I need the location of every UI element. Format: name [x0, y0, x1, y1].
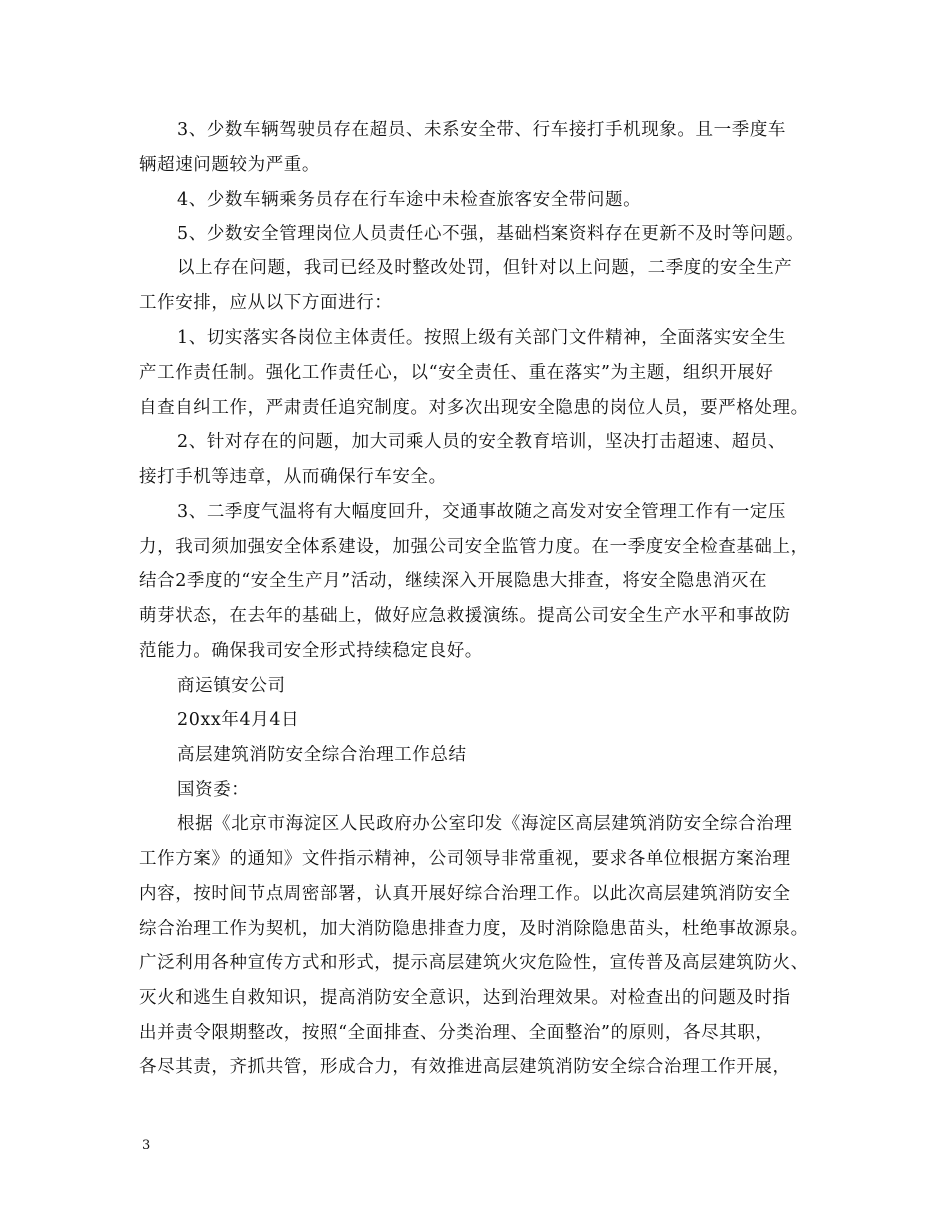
signature-date: 20xx年4月4日 [177, 710, 300, 730]
company-signature: 商运镇安公司 [177, 676, 286, 696]
text-line: 萌芽状态，在去年的基础上，做好应急救援演练。提高公司安全生产水平和事故防 [139, 606, 791, 626]
text-line: 4、少数车辆乘务员存在行车途中未检查旅客安全带问题。 [177, 190, 642, 210]
page-number: 3 [142, 1138, 151, 1153]
text-line: 1、切实落实各岗位主体责任。按照上级有关部门文件精神，全面落实安全生 [177, 328, 787, 348]
text-line: 接打手机等违章，从而确保行车安全。 [139, 467, 447, 487]
text-line: 3、二季度气温将有大幅度回升，交通事故随之高发对安全管理工作有一定压 [177, 502, 787, 522]
text-line: 范能力。确保我司安全形式持续稳定良好。 [139, 641, 483, 661]
text-line: 以上存在问题，我司已经及时整改处罚，但针对以上问题，二季度的安全生产 [177, 258, 793, 278]
addressee: 国资委： [177, 780, 250, 800]
text-line: 5、少数安全管理岗位人员责任心不强，基础档案资料存在更新不及时等问题。 [177, 224, 805, 244]
text-line: 内容，按时间节点周密部署，认真开展好综合治理工作。以此次高层建筑消防安全 [139, 884, 791, 904]
text-line: 工作方案》的通知》文件指示精神，公司领导非常重视，要求各单位根据方案治理 [139, 849, 791, 869]
text-line: 广泛利用各种宣传方式和形式，提示高层建筑火灾危险性，宣传普及高层建筑防火、 [139, 953, 809, 973]
text-line: 各尽其责，齐抓共管，形成合力，有效推进高层建筑消防安全综合治理工作开展， [139, 1057, 791, 1077]
text-line: 工作安排，应从以下方面进行： [139, 293, 393, 313]
text-line: 3、少数车辆驾驶员存在超员、未系安全带、行车接打手机现象。且一季度车 [177, 120, 787, 140]
text-line: 结合2季度的“安全生产月”活动，继续深入开展隐患大排查，将安全隐患消灭在 [139, 571, 768, 591]
text-line: 2、针对存在的问题，加大司乘人员的安全教育培训，坚决打击超速、超员、 [177, 432, 787, 452]
text-line: 出并责令限期整改，按照“全面排查、分类治理、全面整治”的原则，各尽其职， [139, 1023, 774, 1043]
text-line: 辆超速问题较为严重。 [139, 155, 320, 175]
section-title: 高层建筑消防安全综合治理工作总结 [177, 745, 467, 765]
text-line: 综合治理工作为契机，加大消防隐患排查力度，及时消除隐患苗头，杜绝事故源泉。 [139, 919, 809, 939]
text-line: 灭火和逃生自救知识，提高消防安全意识，达到治理效果。对检查出的问题及时指 [139, 988, 791, 1008]
text-line: 自查自纠工作，严肃责任追究制度。对多次出现安全隐患的岗位人员，要严格处理。 [139, 398, 809, 418]
text-line: 力，我司须加强安全体系建设，加强公司安全监管力度。在一季度安全检查基础上， [139, 537, 809, 557]
text-line: 产工作责任制。强化工作责任心，以“安全责任、重在落实”为主题，组织开展好 [139, 363, 774, 383]
text-line: 根据《北京市海淀区人民政府办公室印发《海淀区高层建筑消防安全综合治理 [177, 814, 793, 834]
